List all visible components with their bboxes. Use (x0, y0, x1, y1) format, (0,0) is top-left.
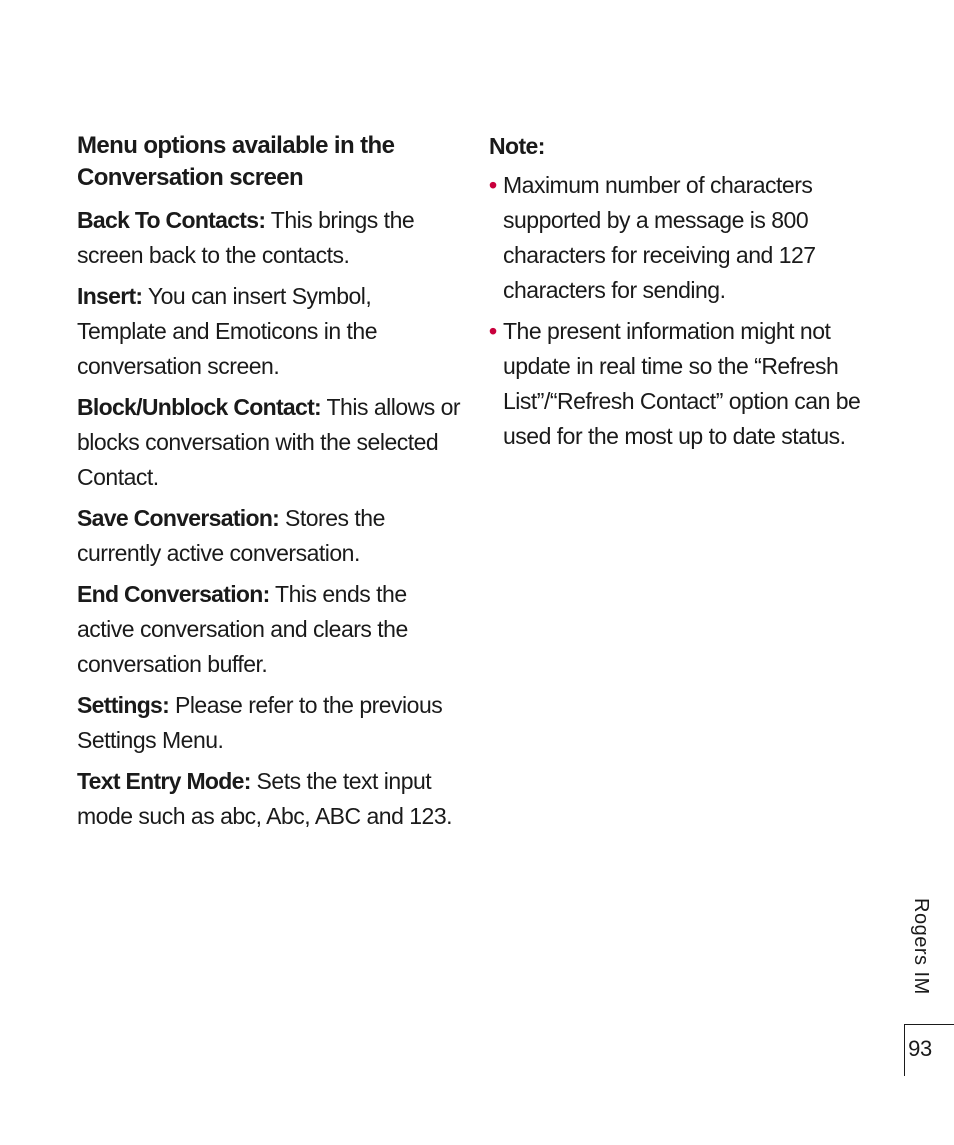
option-save-conversation (77, 501, 462, 571)
right-column (489, 130, 879, 460)
option-term: Insert: (77, 283, 143, 309)
option-end-conversation (77, 577, 462, 682)
option-term: Text Entry Mode: (77, 768, 251, 794)
option-description: This brings the screen back to the contacts. (77, 207, 415, 268)
option-description: Sets the text input mode such as abc, Abc, ABC and 123. (77, 768, 453, 829)
option-block-unblock-contact (77, 390, 462, 495)
footer-divider-horizontal (904, 1024, 954, 1025)
option-description: Please refer to the previous Settings Menu. (77, 692, 443, 753)
option-term: Back To Contacts: (77, 207, 266, 233)
option-term: Settings: (77, 692, 170, 718)
option-description: Stores the currently active conversation. (77, 505, 385, 566)
option-back-to-contacts (77, 203, 462, 273)
left-column (77, 130, 462, 840)
page-number: 93 (908, 1036, 932, 1061)
bullet-dot-icon: • (489, 172, 497, 198)
note-bullet (489, 168, 879, 308)
note-bullet (489, 314, 879, 454)
note-bullet-text: The present information might not update in real time so the “Refresh List”/“Refresh Contact” option can be used for the most up to date status. (503, 318, 861, 449)
option-description: This ends the active conversation and clears the conversation buffer. (77, 581, 408, 677)
section-heading: Menu options available in the Conversation screen (77, 132, 395, 191)
option-text-entry-mode (77, 764, 462, 834)
option-description: This allows or blocks conversation with the selected Contact. (77, 394, 461, 490)
option-description: You can insert Symbol, Template and Emoticons in the conversation screen. (77, 283, 378, 379)
option-term: Block/Unblock Contact: (77, 394, 322, 420)
note-bullet-text: Maximum number of characters supported by a message is 800 characters for receiving and 127 characters for sending. (503, 172, 816, 303)
section-side-label: Rogers IM (910, 898, 932, 995)
option-insert (77, 279, 462, 384)
note-title: Note: (489, 133, 545, 159)
option-settings (77, 688, 462, 758)
bullet-dot-icon: • (489, 318, 497, 344)
option-term: Save Conversation: (77, 505, 280, 531)
option-term: End Conversation: (77, 581, 270, 607)
